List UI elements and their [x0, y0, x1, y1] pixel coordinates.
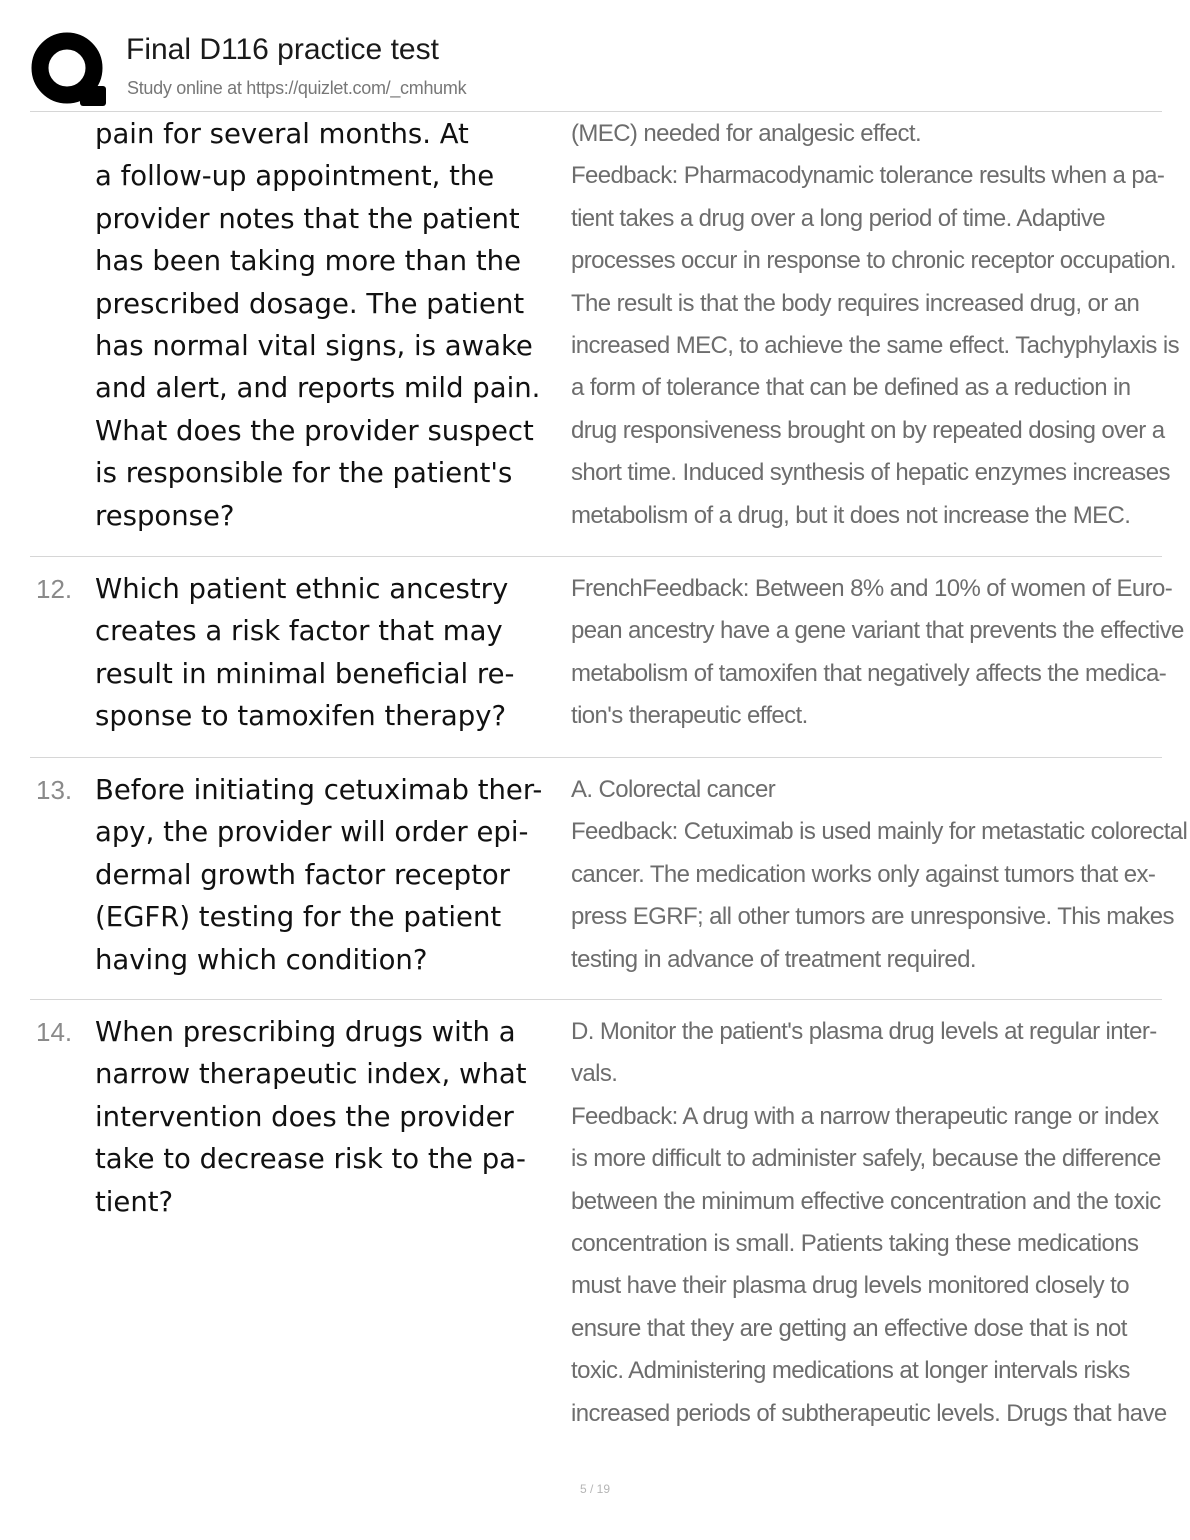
answer-line: ensure that they are getting an effective dose that is not — [571, 1314, 1127, 1342]
answer-line: The result is that the body requires increased drug, or an — [571, 289, 1140, 317]
question-line: tient? — [95, 1185, 174, 1218]
question-line: dermal growth factor receptor — [95, 858, 510, 891]
question-line: What does the provider suspect — [95, 414, 534, 447]
card-answer — [571, 568, 1184, 738]
answer-line: D. Monitor the patient's plasma drug levels at regular inter- — [571, 1018, 1157, 1045]
card-number: 13. — [36, 775, 73, 805]
question-line: result in minimal beneficial re- — [95, 657, 515, 690]
card-question — [95, 1011, 565, 1223]
question-line: a follow-up appointment, the — [95, 160, 495, 193]
question-line: is responsible for the patient's — [95, 457, 513, 490]
answer-line: metabolism of a drug, but it does not increase the MEC. — [571, 501, 1131, 529]
answer-line: cancer. The medication works only against tumors that ex- — [571, 860, 1156, 888]
answer-line: toxic. Administering medications at longer intervals risks — [571, 1357, 1130, 1385]
answer-line: drug responsiveness brought on by repeated dosing over a — [571, 416, 1165, 444]
question-line: provider notes that the patient — [95, 202, 520, 235]
question-line: Before initiating cetuximab ther- — [95, 774, 543, 806]
answer-line: tion's therapeutic effect. — [571, 702, 808, 730]
question-line: prescribed dosage. The patient — [95, 287, 525, 320]
answer-line: Feedback: Cetuximab is used mainly for metastatic colorectal — [571, 818, 1188, 846]
page-title: Final D116 practice test — [126, 33, 439, 66]
card-question — [95, 769, 565, 981]
answer-line: increased periods of subtherapeutic levels. Drugs that have — [571, 1399, 1167, 1427]
card-number: 12. — [36, 574, 73, 604]
answer-line: is more difficult to administer safely, because the difference — [571, 1145, 1161, 1173]
answer-line: press EGRF; all other tumors are unresponsive. This makes — [571, 903, 1174, 931]
answer-line: (MEC) needed for analgesic effect. — [571, 120, 922, 147]
question-line: response? — [95, 499, 235, 532]
question-line: creates a risk factor that may — [95, 615, 503, 648]
answer-line: vals. — [571, 1060, 618, 1088]
page-number: 5 / 19 — [579, 1482, 611, 1496]
question-line: pain for several months. At — [95, 118, 469, 150]
quizlet-q-logo-icon — [30, 32, 108, 108]
answer-line: metabolism of tamoxifen that negatively affects the medica- — [571, 659, 1167, 687]
answer-line: between the minimum effective concentration and the toxic — [571, 1187, 1161, 1215]
question-line: and alert, and reports mild pain. — [95, 372, 541, 405]
header-divider — [30, 111, 1162, 112]
card-question — [95, 568, 565, 738]
card-question-continued — [95, 113, 565, 537]
answer-line: testing in advance of treatment required. — [571, 945, 976, 973]
page-header — [0, 0, 1190, 112]
answer-line: processes occur in response to chronic receptor occupation. — [571, 247, 1176, 275]
answer-line: short time. Induced synthesis of hepatic enzymes increases — [571, 459, 1170, 487]
question-line: (EGFR) testing for the patient — [95, 901, 502, 934]
answer-line: Feedback: A drug with a narrow therapeutic range or index — [571, 1102, 1159, 1130]
answer-line: Feedback: Pharmacodynamic tolerance results when a pa- — [571, 162, 1165, 190]
question-line: sponse to tamoxifen therapy? — [95, 700, 507, 733]
card-number: 14. — [36, 1017, 73, 1047]
card-divider — [30, 556, 1162, 557]
question-line: When prescribing drugs with a — [95, 1016, 516, 1048]
answer-line: increased MEC, to achieve the same effect. Tachyphylaxis is — [571, 332, 1180, 360]
answer-line: a form of tolerance that can be defined as a reduction in — [571, 374, 1131, 402]
card-answer — [571, 1011, 1167, 1435]
question-line: having which condition? — [95, 943, 428, 976]
study-online-link-text: Study online at https://quizlet.com/_cmhumk — [127, 78, 467, 98]
answer-line: tient takes a drug over a long period of time. Adaptive — [571, 204, 1106, 232]
card-answer — [571, 769, 1188, 981]
question-line: has normal vital signs, is awake — [95, 330, 533, 363]
answer-line: FrenchFeedback: Between 8% and 10% of women of Euro- — [571, 575, 1173, 602]
card-divider — [30, 757, 1162, 758]
answer-line: concentration is small. Patients taking these medications — [571, 1230, 1139, 1258]
question-line: take to decrease risk to the pa- — [95, 1143, 526, 1176]
question-line: Which patient ethnic ancestry — [95, 573, 509, 605]
answer-line: must have their plasma drug levels monitored closely to — [571, 1272, 1129, 1300]
card-divider — [30, 999, 1162, 1000]
question-line: intervention does the provider — [95, 1100, 514, 1133]
question-line: apy, the provider will order epi- — [95, 816, 529, 849]
answer-line: A. Colorectal cancer — [571, 776, 776, 803]
question-line: narrow therapeutic index, what — [95, 1058, 527, 1091]
question-line: has been taking more than the — [95, 245, 521, 278]
answer-line: pean ancestry have a gene variant that prevents the effective — [571, 617, 1184, 645]
card-answer-continued — [571, 113, 1180, 537]
